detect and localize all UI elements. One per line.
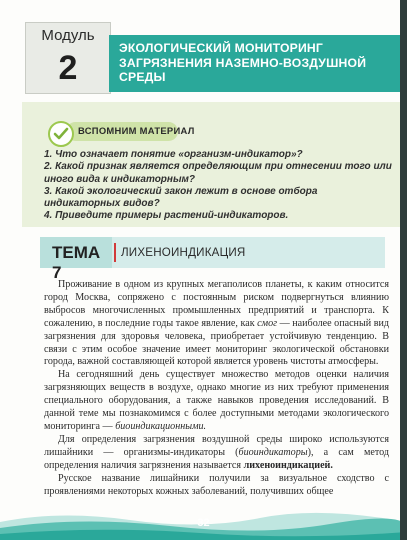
text-run: Проживание в одном из крупных мегаполисов планеты, к каким относится город Москва, сопряжено с постоянным риском подвергнуться влиянию выбросов многочисленных промышленных предприятий и транспорта. К сожалению, в последние годы такое явление, как [44, 279, 389, 329]
body-text [44, 279, 389, 498]
topic-number: ТЕМА 7 [52, 243, 101, 282]
paragraph [44, 369, 389, 434]
text-run: Для определения загрязнения воздушной среды широко используются лишайники — организмы-индикаторы ( [44, 433, 389, 458]
question-item: 4. Приведите примеры растений-индикаторов. [44, 210, 289, 222]
page-number: 32 [197, 517, 210, 529]
topic-banner [40, 237, 385, 282]
module-label: Модуль [41, 27, 95, 44]
footer-band [0, 508, 407, 540]
paragraph [44, 434, 389, 473]
paragraph [44, 473, 389, 499]
text-run: ), а сам метод определения наличия загрязнения называется [44, 446, 389, 471]
module-number: 2 [58, 49, 78, 87]
text-run: Русское название лишайники получили за визуальное сходство с проявлениями некоторых кожных заболеваний, получивших общее [44, 472, 389, 497]
topic-name: ЛИХЕНОИНДИКАЦИЯ [121, 246, 246, 259]
italic-term: смог [257, 317, 278, 329]
check-icon [48, 121, 74, 147]
question-item: 2. Какой признак является определяющим при отнесении того или иного вида к индикаторным? [44, 161, 392, 185]
text-run: На сегодняшний день существует множество методов оценки наличия загрязняющих веществ в воздухе, однако многие из них требуют применения специального оборудования, а также навыков проведения исследований. В данной теме мы познакомимся с более доступными методами экологического мониторинга — [44, 369, 389, 432]
italic-term: биоиндикационными. [115, 420, 207, 432]
topic-number-box [40, 237, 112, 282]
question-item: 3. Какой экологический закон лежит в основе отбора индикаторных видов? [44, 185, 318, 210]
topic-separator [114, 243, 116, 262]
text-run: — наиболее опасный вид загрязнения для здоровья человека, приобретает устойчивую тенденцию. В связи с этим особое значение имеет мониторинг экологической обстановки города, важной составляющей которой является уровень чистоты атмосферы. [44, 317, 389, 368]
module-title: ЭКОЛОГИЧЕСКИЙ МОНИТОРИНГ ЗАГРЯЗНЕНИЯ НАЗЕМНО-ВОЗДУШНОЙ СРЕДЫ [119, 41, 367, 84]
recall-title: ВСПОМНИМ МАТЕРИАЛ [78, 125, 195, 136]
question-item: 1. Что означает понятие «организм-индикатор»? [44, 149, 303, 160]
module-badge [25, 22, 111, 94]
question-list [44, 149, 396, 223]
bold-term: лихеноиндикацией. [243, 459, 333, 471]
italic-term: биоиндикаторы [238, 446, 308, 458]
module-title-banner [109, 35, 407, 92]
paragraph [44, 279, 389, 369]
page-edge [400, 0, 407, 540]
